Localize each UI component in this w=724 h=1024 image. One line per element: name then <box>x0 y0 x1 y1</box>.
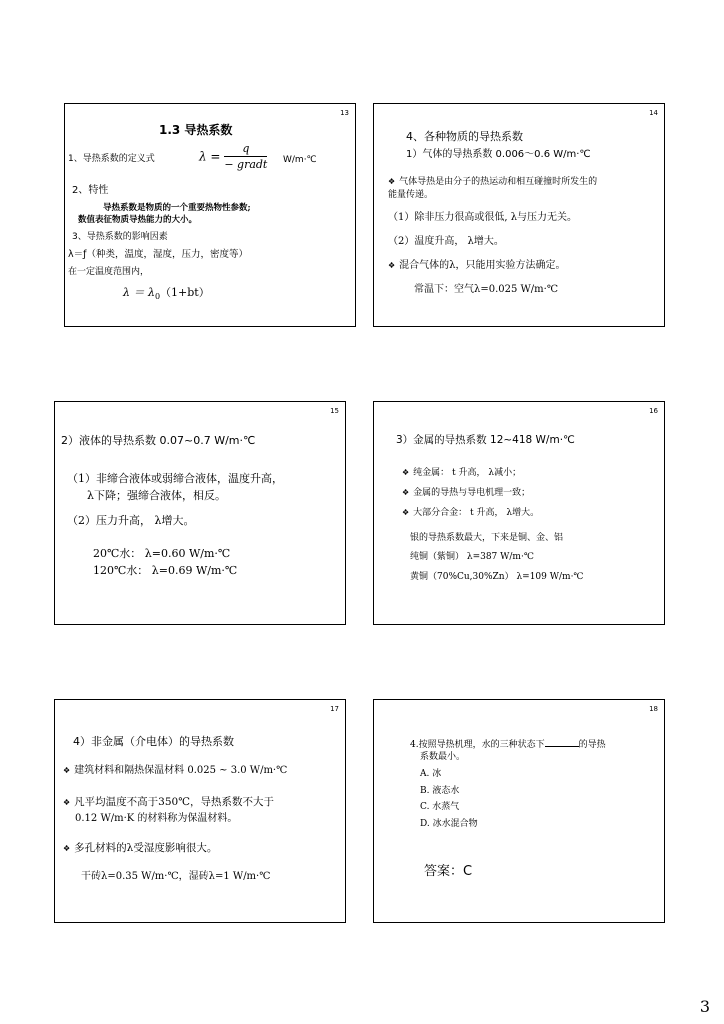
slide-17 <box>54 699 346 923</box>
question-line-1 <box>410 738 606 751</box>
slide-number: 18 <box>649 705 658 713</box>
fraction <box>224 142 267 171</box>
temperature-formula <box>123 286 210 302</box>
metal-mechanism <box>402 488 530 499</box>
pure-metal-text: 纯金属： t 升高， λ减小； <box>413 468 522 478</box>
factors-formula: λ＝ƒ（种类，温度，湿度，压力，密度等） <box>68 249 248 260</box>
water-20: 20℃水： λ=0.60 W/m·℃ <box>93 547 231 560</box>
lambda-equals: λ = <box>199 149 221 164</box>
page-number: 3 <box>699 997 710 1016</box>
building-materials <box>63 765 287 777</box>
pure-copper: 纯铜（紫铜） λ=387 W/m·℃ <box>410 552 534 562</box>
range-label: 在一定温度范围内， <box>68 267 150 277</box>
mixture-note <box>388 260 566 272</box>
bullet-icon: ❖ <box>402 468 410 477</box>
slide-16 <box>373 401 665 625</box>
slide-title: 1.3 导热系数 <box>159 123 233 137</box>
fraction-denominator: − gradt <box>224 158 268 172</box>
property-line-1: 导热系数是物质的一个重要热物性参数; <box>103 203 251 213</box>
temperature-note: （2）温度升高， λ增大。 <box>388 236 504 247</box>
formula-subscript: 0 <box>154 292 161 302</box>
slide-number: 13 <box>340 109 349 117</box>
slide-13 <box>64 103 356 327</box>
bullet-icon: ❖ <box>388 177 396 186</box>
insulation-text: 凡平均温度不高于350℃，导热系数不大于 <box>74 796 274 808</box>
bullet-icon: ❖ <box>402 488 410 497</box>
pure-metal <box>402 468 521 479</box>
insulation-line-1 <box>63 796 274 809</box>
water-120: 120℃水： λ=0.69 W/m·℃ <box>93 564 238 577</box>
definition-label: 1、导热系数的定义式 <box>68 154 155 164</box>
building-materials-text: 建筑材料和隔热保温材料 0.025 ~ 3.0 W/m·℃ <box>74 765 288 776</box>
property-heading: 2、特性 <box>72 185 109 196</box>
unit-label: W/m·℃ <box>283 155 317 165</box>
slide-number: 17 <box>330 705 339 713</box>
mixture-text: 混合气体的λ，只能用实验方法确定。 <box>399 260 566 271</box>
alloy-text: 大部分合金： t 升高， λ增大。 <box>413 508 540 518</box>
silver-note: 银的导热系数最大，下来是铜、金、铝 <box>410 533 564 543</box>
bullet-icon: ❖ <box>63 844 71 853</box>
brass: 黄铜（70%Cu,30%Zn） λ=109 W/m·℃ <box>410 572 584 582</box>
brick-values: 干砖λ=0.35 W/m·℃，湿砖λ=1 W/m·℃ <box>81 871 271 882</box>
question-text: 4.按照导热机理，水的三种状态下 <box>410 740 545 750</box>
bullet-icon: ❖ <box>388 261 396 270</box>
liquid-line-2: λ下降；强缔合液体，相反。 <box>87 489 226 502</box>
metal-heading: 3）金属的导热系数 12~418 W/m·℃ <box>396 434 575 446</box>
porous-note <box>63 842 217 855</box>
question-tail: 的导热 <box>578 740 606 750</box>
section-heading: 4、各种物质的导热系数 <box>406 130 523 143</box>
bullet-icon: ❖ <box>402 508 410 517</box>
gas-desc-text: 气体导热是由分子的热运动和相互碰撞时所发生的 <box>399 177 598 187</box>
question-line-2: 系数最小。 <box>420 752 466 762</box>
answer: 答案：C <box>424 864 473 879</box>
liquid-heading: 2）液体的导热系数 0.07~0.7 W/m·℃ <box>61 434 256 447</box>
option-a: A. 冰 <box>420 769 442 779</box>
liquid-pressure: （2）压力升高， λ增大。 <box>67 514 195 527</box>
nonmetal-heading: 4）非金属（介电体）的导热系数 <box>73 735 234 748</box>
metal-mechanism-text: 金属的导热与导电机理一致； <box>413 488 531 498</box>
option-d: D. 冰水混合物 <box>420 819 478 829</box>
gas-heading: 1）气体的导热系数 0.006～0.6 W/m·℃ <box>406 149 591 160</box>
fraction-numerator: q <box>224 142 267 157</box>
porous-text: 多孔材料的λ受湿度影响很大。 <box>74 842 218 854</box>
formula-tail: （1+bt） <box>160 286 210 299</box>
factors-heading: 3、导热系数的影响因素 <box>72 232 168 242</box>
gas-desc-2: 能量传递。 <box>388 190 434 200</box>
slide-number: 15 <box>330 407 339 415</box>
bullet-icon: ❖ <box>63 766 71 775</box>
bullet-icon: ❖ <box>63 798 71 807</box>
slide-15 <box>54 401 346 625</box>
air-value: 常温下：空气λ=0.025 W/m·℃ <box>414 284 559 295</box>
alloy <box>402 508 539 519</box>
pressure-note: （1）除非压力很高或很低, λ与压力无关。 <box>388 212 578 223</box>
option-b: B. 液态水 <box>420 786 460 796</box>
answer-blank <box>545 738 579 747</box>
insulation-line-2: 0.12 W/m·K 的材料称为保温材料。 <box>75 813 238 824</box>
property-line-2: 数值表征物质导热能力的大小。 <box>78 215 198 225</box>
slide-18 <box>373 699 665 923</box>
slide-14 <box>373 103 665 327</box>
liquid-line-1: （1）非缔合液体或弱缔合液体，温度升高， <box>67 472 283 485</box>
slide-number: 16 <box>649 407 658 415</box>
gas-desc-1 <box>388 177 597 188</box>
slide-number: 14 <box>649 109 658 117</box>
formula-main: λ ＝ λ <box>123 286 155 299</box>
definition-formula <box>199 142 267 171</box>
option-c: C. 水蒸气 <box>420 802 460 812</box>
